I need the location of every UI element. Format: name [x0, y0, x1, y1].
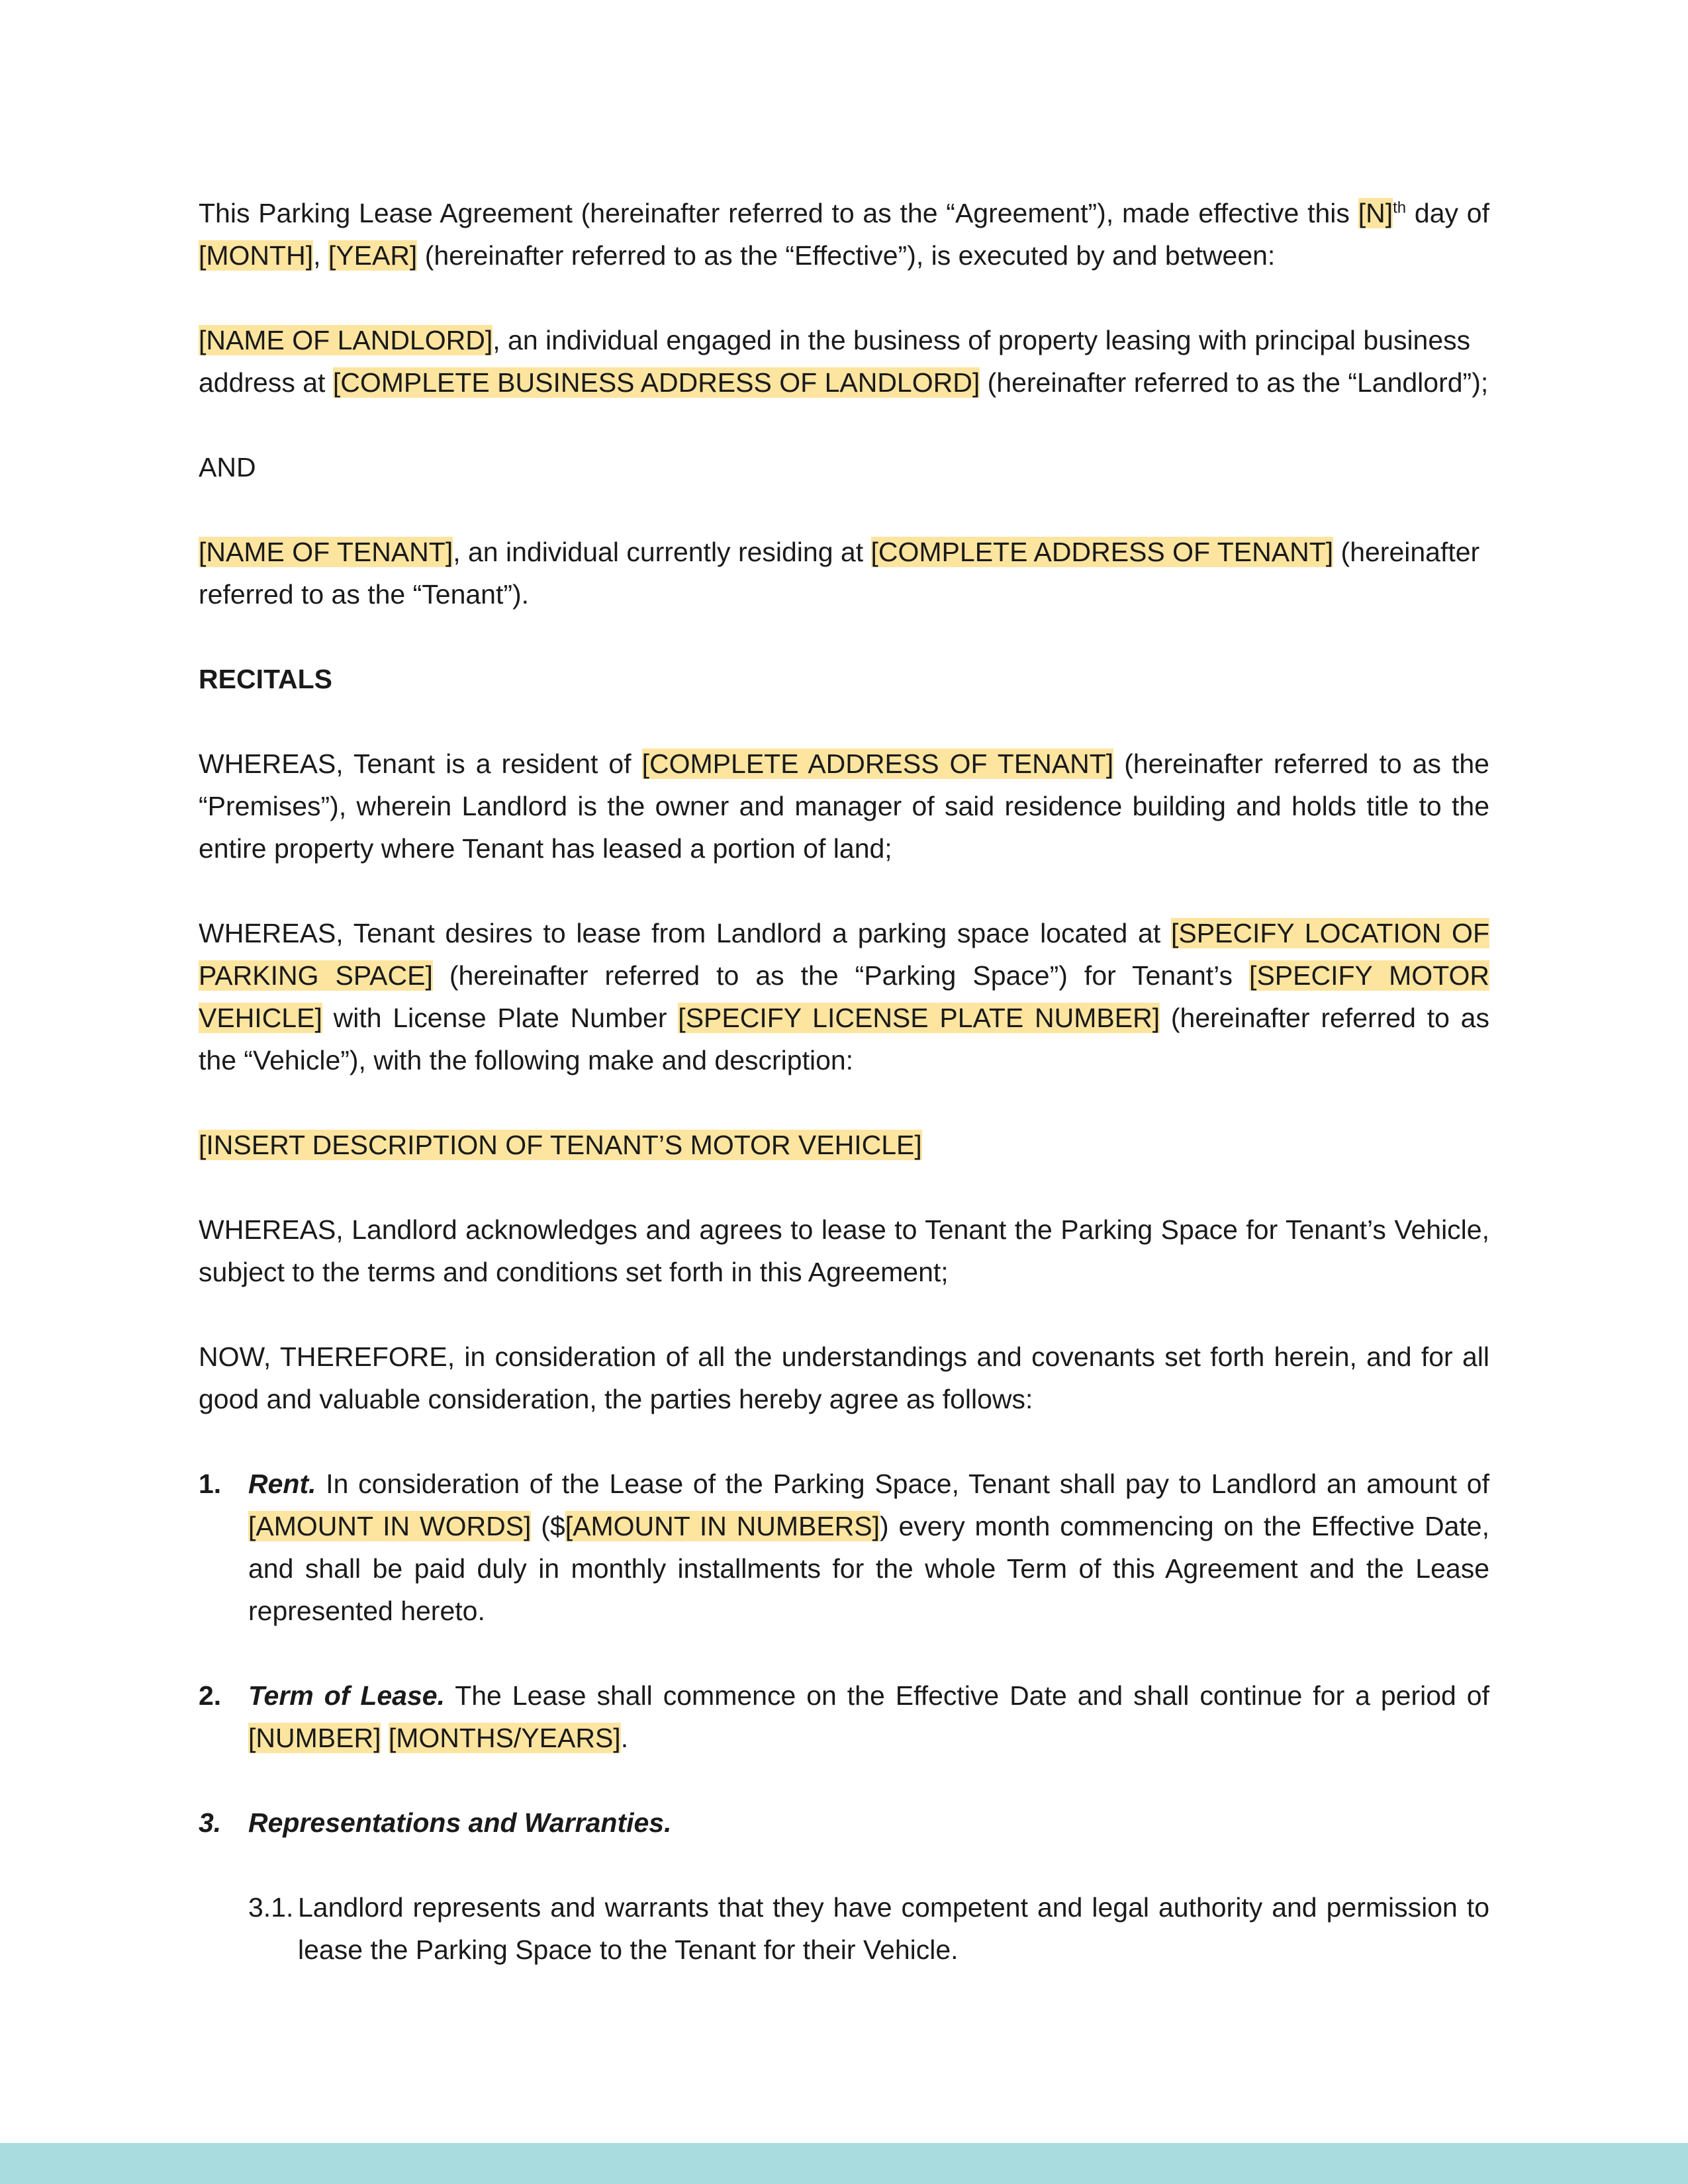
- whereas-parking-paragraph: [199, 912, 1489, 1081]
- whereas-premises-paragraph: [199, 743, 1489, 870]
- ordinal-suffix: th: [1393, 199, 1407, 217]
- parking-location-placeholder: [SPECIFY LOCATION OF PARKING SPACE]: [199, 918, 1489, 991]
- month-placeholder: [MONTH]: [199, 240, 314, 271]
- license-plate-placeholder: [SPECIFY LICENSE PLATE NUMBER]: [678, 1003, 1160, 1033]
- footer-band: [0, 2143, 1688, 2184]
- section-title: Term of Lease.: [248, 1680, 445, 1711]
- whereas-text: (hereinafter referred to as the “Vehicle”), with the following make and description:: [199, 1003, 1489, 1075]
- section-number: 1.: [199, 1469, 222, 1499]
- section-text: ($: [531, 1511, 565, 1541]
- now-therefore-paragraph: NOW, THEREFORE, in consideration of all the understandings and covenants set forth herein, and for all good and valuable consideration, the parties hereby agree as follows:: [199, 1342, 1489, 1414]
- section-term: [199, 1674, 1489, 1759]
- recitals-heading: RECITALS: [199, 664, 332, 694]
- term-number-placeholder: [NUMBER]: [248, 1723, 381, 1753]
- landlord-text: (hereinafter referred to as the “Landlord”);: [980, 367, 1489, 398]
- landlord-text: , an individual engaged in the business of property leasing with principal business address at: [199, 325, 1471, 398]
- section-text: [381, 1723, 388, 1753]
- section-number: 2.: [199, 1680, 222, 1711]
- section-text: In consideration of the Lease of the Parking Space, Tenant shall pay to Landlord an amount of: [316, 1469, 1489, 1499]
- and-separator: AND: [199, 452, 256, 482]
- section-text: The Lease shall commence on the Effective Date and shall continue for a period of: [444, 1680, 1489, 1711]
- tenant-paragraph: [199, 531, 1489, 615]
- intro-paragraph: [199, 192, 1489, 277]
- whereas-text: WHEREAS, Tenant is a resident of: [199, 749, 642, 779]
- document-body: [199, 192, 1489, 1971]
- subsection-3-1: [199, 1886, 1489, 1971]
- tenant-text: (hereinafter referred to as the “Tenant”).: [199, 537, 1480, 610]
- intro-text: This Parking Lease Agreement (hereinafter referred to as the “Agreement”), made effective this: [199, 198, 1358, 228]
- year-placeholder: [YEAR]: [328, 240, 418, 271]
- term-unit-placeholder: [MONTHS/YEARS]: [388, 1723, 621, 1753]
- vehicle-description-paragraph: [199, 1124, 1489, 1166]
- amount-words-placeholder: [AMOUNT IN WORDS]: [248, 1511, 532, 1541]
- section-number: 3.: [199, 1807, 222, 1838]
- intro-text: (hereinafter referred to as the “Effective”), is executed by and between:: [417, 240, 1276, 271]
- section-representations: [199, 1801, 1489, 1844]
- vehicle-description-placeholder: [INSERT DESCRIPTION OF TENANT’S MOTOR VEHICLE]: [199, 1130, 922, 1160]
- landlord-address-placeholder: [COMPLETE BUSINESS ADDRESS OF LANDLORD]: [332, 367, 980, 398]
- landlord-paragraph: [199, 319, 1489, 404]
- section-rent: [199, 1463, 1489, 1632]
- intro-text: ,: [313, 240, 328, 271]
- section-title: Representations and Warranties.: [248, 1807, 672, 1838]
- tenant-address-placeholder: [COMPLETE ADDRESS OF TENANT]: [870, 537, 1334, 567]
- intro-text: day of: [1406, 198, 1489, 228]
- whereas-text: with License Plate Number: [322, 1003, 679, 1033]
- whereas-text: WHEREAS, Tenant desires to lease from Landlord a parking space located at: [199, 918, 1171, 948]
- tenant-name-placeholder: [NAME OF TENANT]: [199, 537, 453, 567]
- section-text: .: [620, 1723, 629, 1753]
- tenant-text: , an individual currently residing at: [453, 537, 871, 567]
- subsection-number: 3.1.: [248, 1892, 294, 1923]
- day-placeholder: [N]: [1358, 198, 1393, 228]
- amount-numbers-placeholder: [AMOUNT IN NUMBERS]: [565, 1511, 880, 1541]
- premises-address-placeholder: [COMPLETE ADDRESS OF TENANT]: [641, 749, 1114, 779]
- subsection-text: Landlord represents and warrants that they have competent and legal authority and permission to lease the Parking Space to the Tenant for their Vehicle.: [298, 1892, 1489, 1965]
- section-title: Rent.: [248, 1469, 316, 1499]
- landlord-name-placeholder: [NAME OF LANDLORD]: [199, 325, 493, 355]
- section-text: ) every month commencing on the Effective Date, and shall be paid duly in monthly installments for the whole Term of this Agreement and the Lease represented hereto.: [248, 1511, 1489, 1626]
- motor-vehicle-placeholder: [SPECIFY MOTOR VEHICLE]: [199, 960, 1489, 1033]
- whereas-text: (hereinafter referred to as the “Parking Space”) for Tenant’s: [432, 960, 1250, 991]
- whereas-acknowledge-paragraph: WHEREAS, Landlord acknowledges and agrees to lease to Tenant the Parking Space for Tenant’s Vehicle, subject to the terms and conditions set forth in this Agreement;: [199, 1214, 1489, 1287]
- whereas-text: (hereinafter referred to as the “Premises”), wherein Landlord is the owner and manager of said residence building and holds title to the entire property where Tenant has leased a portion of land;: [199, 749, 1489, 864]
